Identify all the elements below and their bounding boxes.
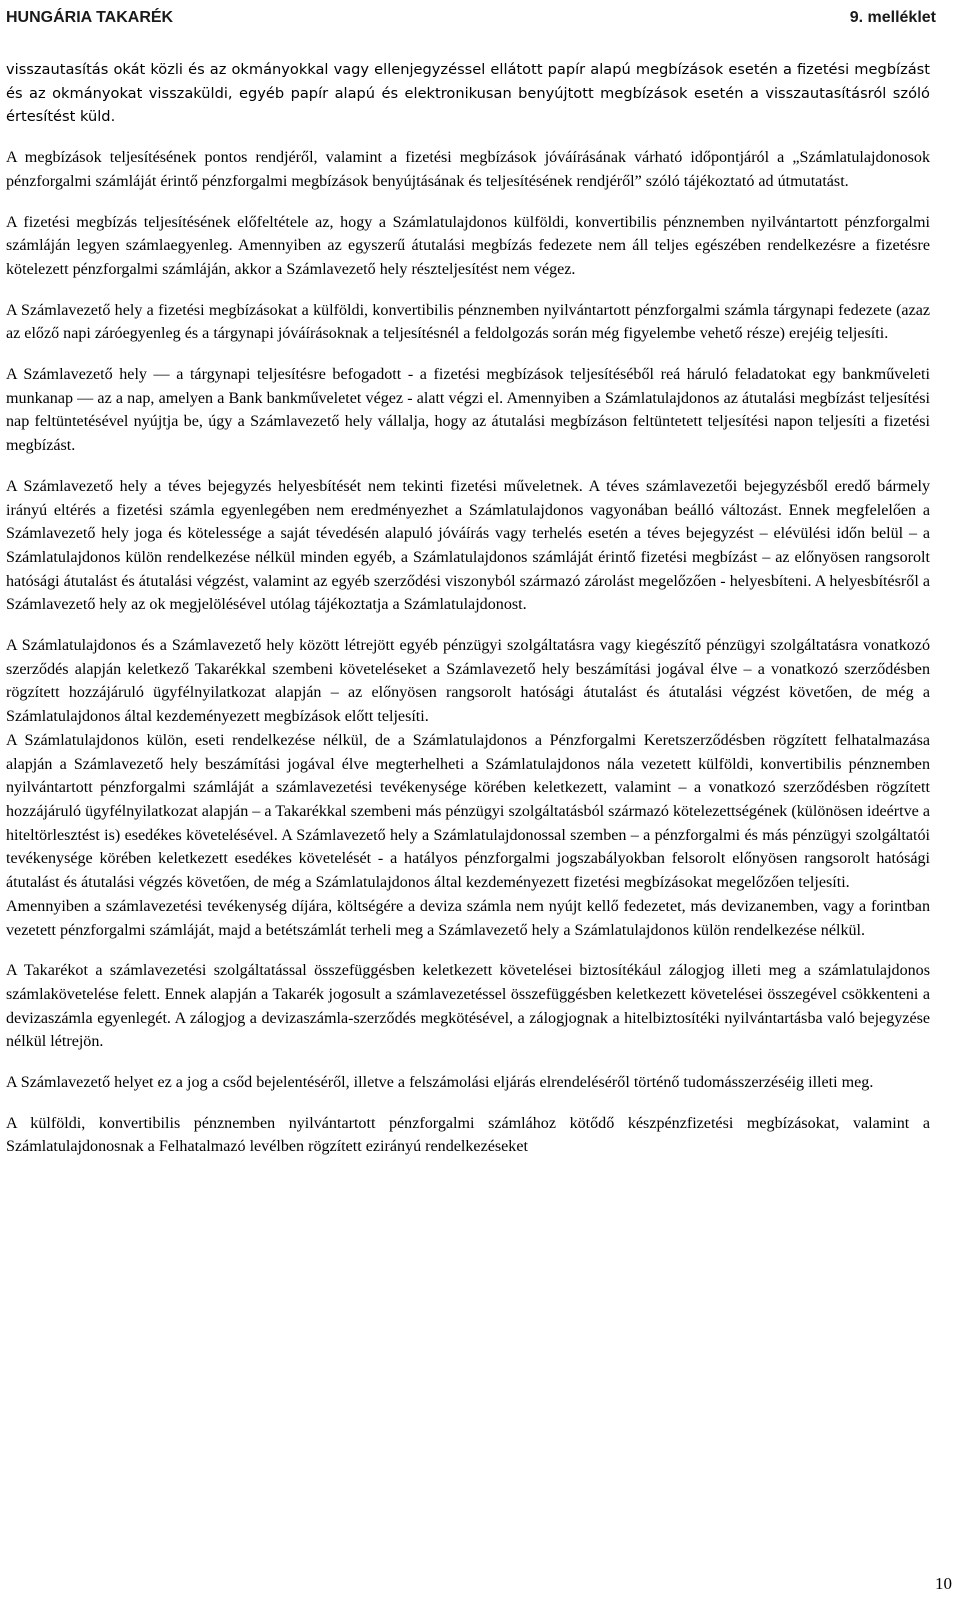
paragraph-set-off: A Számlatulajdonos és a Számlavezető hely között létrejött egyéb pénzügyi szolgáltatásra vagy kiegészítő pénzügyi szolgáltatásra vonatkozó szerződés alapján keletkező Takarékkal szembeni követeléseket a Számlavezető hely beszámítási jogával élve – a vonatkozó szerződésben rögzített hozzájáruló ügyfélnyilatkozat alapján – az előnyösen rangsorolt hatósági átutalást és átutalási végzést követően, de még a Számlatulajdonos által kezdeményezett megbízások előtt teljesíti.	[6, 637, 930, 726]
page-number: 10	[935, 1574, 952, 1593]
paragraph-fee-coverage: Amennyiben a számlavezetési tevékenység díjára, költségére a deviza számla nem nyújt kellő fedezetet, más devizanemben, vagy a forintban vezetett pénzforgalmi számláját, majd a betétszámlát terheli meg a Számlavezető hely a Számlatulajdonos külön rendelkezése nélkül.	[6, 897, 930, 939]
paragraph-bankruptcy: A Számlavezető helyet ez a jog a csőd bejelentéséről, illetve a felszámolási eljárás elrendeléséről történő tudomásszerzéséig illeti meg.	[6, 1074, 874, 1092]
page-header	[6, 4, 950, 32]
paragraph-lien: A Takarékot a számlavezetési szolgáltatással összefüggésben keletkezett követelései biztosítékául zálogjog illeti meg a számlatulajdonos számlakövetelése felett. Ennek alapján a Takarék jogosult a számlavezetéssel összefüggésben keletkezett követelései összegével csökkenteni a devizaszámla egyenlegét. A zálogjog a devizaszámla-szerződés megkötésével, a zálogjognak a hitelbiztosítéki nyilvántartásba való bejegyzése nélkül létrejön.	[6, 962, 930, 1051]
paragraph-cash-orders: A külföldi, konvertibilis pénznemben nyilvántartott pénzforgalmi számlához kötődő készpénzfizetési megbízásokat, valamint a Számlatulajdonosnak a Felhatalmazó levélben rögzített ezirányú rendelkezéseket	[6, 1114, 930, 1156]
document-body	[6, 58, 930, 1159]
paragraph-coverage: A Számlavezető hely a fizetési megbízásokat a külföldi, konvertibilis pénznemben nyilvántartott pénzforgalmi számla tárgynapi fedezete (azaz az előző napi záróegyenleg és a tárgynapi jóváírásoknak a teljesítésnél a feldolgozás során még figyelembe vehető része) erejéig teljesíti.	[6, 301, 930, 343]
paragraph-correction: A Számlavezető hely a téves bejegyzés helyesbítését nem tekinti fizetési műveletnek. A téves számlavezetői bejegyzésből eredő bármely irányú eltérés a fizetési számla egyenlegében nem eredményezhet a Számlatulajdonos vagyonában beálló változást. Ennek megfelelően a Számlavezető hely joga és kötelessége a saját tévedésén alapuló jóváírás vagy terhelés esetén a téves bejegyzést – elévülési időn belül – a Számlatulajdonos külön rendelkezése nélkül minden egyéb, a Számlatulajdonos számláját érintő fizetési megbízást – az előnyösen rangsorolt hatósági átutalást és átutalási végzést, valamint az egyéb szerződési viszonyból származó zárolást megelőzően - helyesbíteni. A helyesbítésről a Számlavezető hely az ok megjelölésével utólag tájékoztatja a Számlatulajdonost.	[6, 477, 930, 614]
paragraph-execution-order: A megbízások teljesítésének pontos rendjéről, valamint a fizetési megbízások jóváírásának várható időpontjáról a „Számlatulajdonosok pénzforgalmi számláját érintő pénzforgalmi megbízások benyújtásának és teljesítésének rendjéről” szóló tájékoztató ad útmutatást.	[6, 149, 930, 190]
paragraph-banking-day: A Számlavezető hely — a tárgynapi teljesítésre befogadott - a fizetési megbízások teljesítéséből reá háruló feladatokat egy bankműveleti munkanap — az a nap, amelyen a Bank bankműveletet végez - alatt végzi el. Amennyiben a Számlatulajdonos az átutalási megbízást teljesítési nap feltüntetésével nyújtja be, úgy a Számlavezető hely vállalja, hogy az átutalási megbízáson feltüntetett teljesítési napon teljesíti a fizetési megbízást.	[6, 366, 930, 455]
header-annex-label: 9. melléklet	[849, 9, 936, 26]
header-bank-name: HUNGÁRIA TAKARÉK	[6, 9, 174, 26]
paragraph-debit-authorization: A Számlatulajdonos külön, eseti rendelkezése nélkül, de a Számlatulajdonos a Pénzforgalmi Keretszerződésben rögzített felhatalmazása alapján a Számlavezető hely beszámítási jogával élve megterhelheti a Számlatulajdonos nála vezetett külföldi, konvertibilis pénznemben nyilvántartott pénzforgalmi számláját a számlavezetési tevékenysége körében keletkezett, valamint – a vonatkozó szerződésben rögzített hozzájáruló ügyfélnyilatkozat alapján – a Takarékkal szembeni más pénzügyi szolgáltatásból származó kötelezettségének (különösen ideértve a hiteltörlesztést is) esedékes követelésével. A Számlavezető hely a Számlatulajdonossal szemben – a pénzforgalmi és más pénzügyi szolgáltatói tevékenysége körében keletkezett esedékes követelését - a hatályos pénzforgalmi jogszabályokban felsorolt előnyösen rangsorolt hatósági átutalást és átutalási végzés követően, de még a Számlatulajdonos által kezdeményezett fizetési megbízásokat megelőzően teljesíti.	[6, 731, 930, 892]
paragraph-precondition: A fizetési megbízás teljesítésének előfeltétele az, hogy a Számlatulajdonos külföldi, konvertibilis pénznemben nyilvántartott pénzforgalmi számláján legyen számlaegyenleg. Amennyiben az egyszerű átutalási megbízás fedezete nem áll teljes egészében rendelkezésre a fizetésre kötelezett pénzforgalmi számláján, akkor a Számlavezető hely részteljesítést nem végez.	[6, 213, 930, 278]
paragraph-rejection-notice: visszautasítás okát közli és az okmányokkal vagy ellenjegyzéssel ellátott papír alapú megbízások esetén a fizetési megbízást és az okmányokat visszaküldi, egyéb papír alapú és elektronikusan benyújtott megbízások esetén a visszautasításról szóló értesítést küld.	[6, 61, 930, 126]
